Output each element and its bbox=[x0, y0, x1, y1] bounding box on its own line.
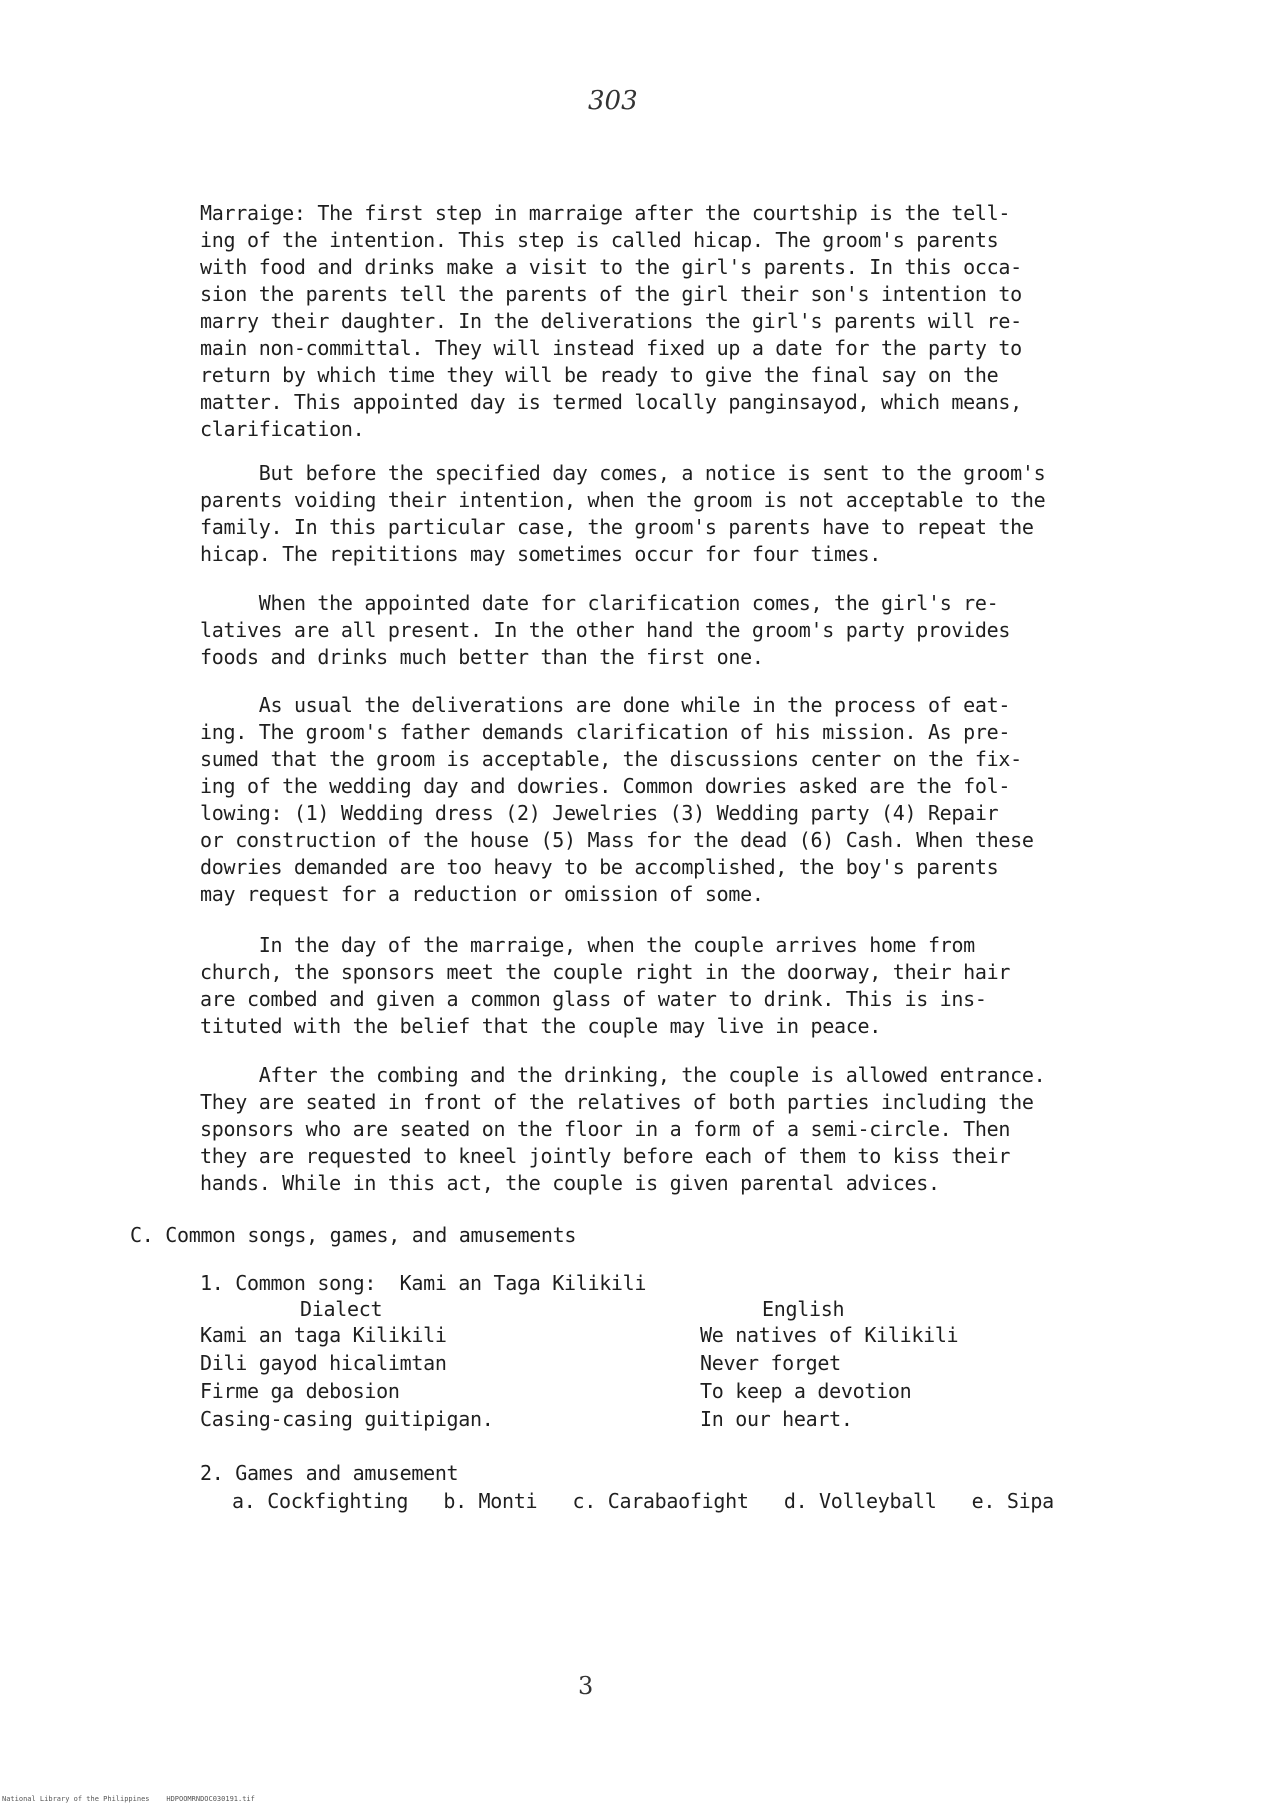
song-title: 1. Common song: Kami an Taga Kilikili bbox=[200, 1271, 647, 1295]
english-line: Never forget bbox=[700, 1351, 841, 1375]
english-line: In our heart. bbox=[700, 1407, 853, 1431]
paragraph-marriage-intro: Marraige: The first step in marraige after the courtship is the tell- ing of the intention. This step is called hicap. The groom's parents with food and drinks make a visit to the girl's parents. In this occa- sion the parents tell the parents of the girl their son's intention to marry their daughter. In the deliverations the girl's parents will re- main non-committal. They will instead fixed up a date for the party to return by which time they will be ready to give the final say on the matter. This appointed day is termed locally panginsayod, which means, clarification. bbox=[200, 201, 1022, 441]
scan-credit: National Library of the Philippines HDPOOMRNDOC030191.tif bbox=[2, 1795, 255, 1803]
paragraph-entrance: After the combing and the drinking, the couple is allowed entrance. They are seated in front of the relatives of both parties including the sponsors who are seated on the floor in a form of a semi-circle. Then they are requested to kneel jointly before each of them to kiss their hands. While in this act, the couple is given parental advices. bbox=[200, 1063, 1046, 1195]
english-line: We natives of Kilikili bbox=[700, 1323, 959, 1347]
paragraph-dowries: As usual the deliverations are done while in the process of eat- ing. The groom's father demands clarification of his mission. As pre- sumed that the groom is acceptable, the discussions center on the fix- ing of the wedding day and dowries. Common dowries asked are the fol- lowing: (1) Wedding dress (2) Jewelries (3) Wedding party (4) Repair or construction of the house (5) Mass for the dead (6) Cash. When these dowries demanded are too heavy to be accomplished, the boy's parents may request for a reduction or omission of some. bbox=[200, 693, 1034, 906]
paragraph-notice: But before the specified day comes, a notice is sent to the groom's parents voiding their intention, when the groom is not acceptable to the family. In this particular case, the groom's parents have to repeat the hicap. The repititions may sometimes occur for four times. bbox=[200, 461, 1046, 566]
handwritten-page-number: 303 bbox=[588, 86, 638, 116]
english-line: To keep a devotion bbox=[700, 1379, 912, 1403]
dialect-line: Kami an taga Kilikili bbox=[200, 1323, 447, 1347]
dialect-line: Casing-casing guitipigan. bbox=[200, 1407, 494, 1431]
english-header: English bbox=[762, 1297, 845, 1321]
section-heading: C. Common songs, games, and amusements bbox=[130, 1223, 577, 1247]
paragraph-marriage-day: In the day of the marraige, when the couple arrives home from church, the sponsors meet the couple right in the doorway, their hair are combed and given a common glass of water to drink. This is ins- tituted with the belief that the couple may live in peace. bbox=[200, 933, 1011, 1038]
dialect-line: Firme ga debosion bbox=[200, 1379, 400, 1403]
games-list: a. Cockfighting b. Monti c. Carabaofight d. Volleyball e. Sipa bbox=[232, 1489, 1054, 1513]
games-title: 2. Games and amusement bbox=[200, 1461, 459, 1485]
dialect-header: Dialect bbox=[300, 1297, 383, 1321]
page-number: 3 bbox=[578, 1672, 594, 1700]
dialect-line: Dili gayod hicalimtan bbox=[200, 1351, 447, 1375]
paragraph-clarification: When the appointed date for clarification comes, the girl's re- latives are all present. In the other hand the groom's party provides foods and drinks much better than the first one. bbox=[200, 591, 1011, 669]
